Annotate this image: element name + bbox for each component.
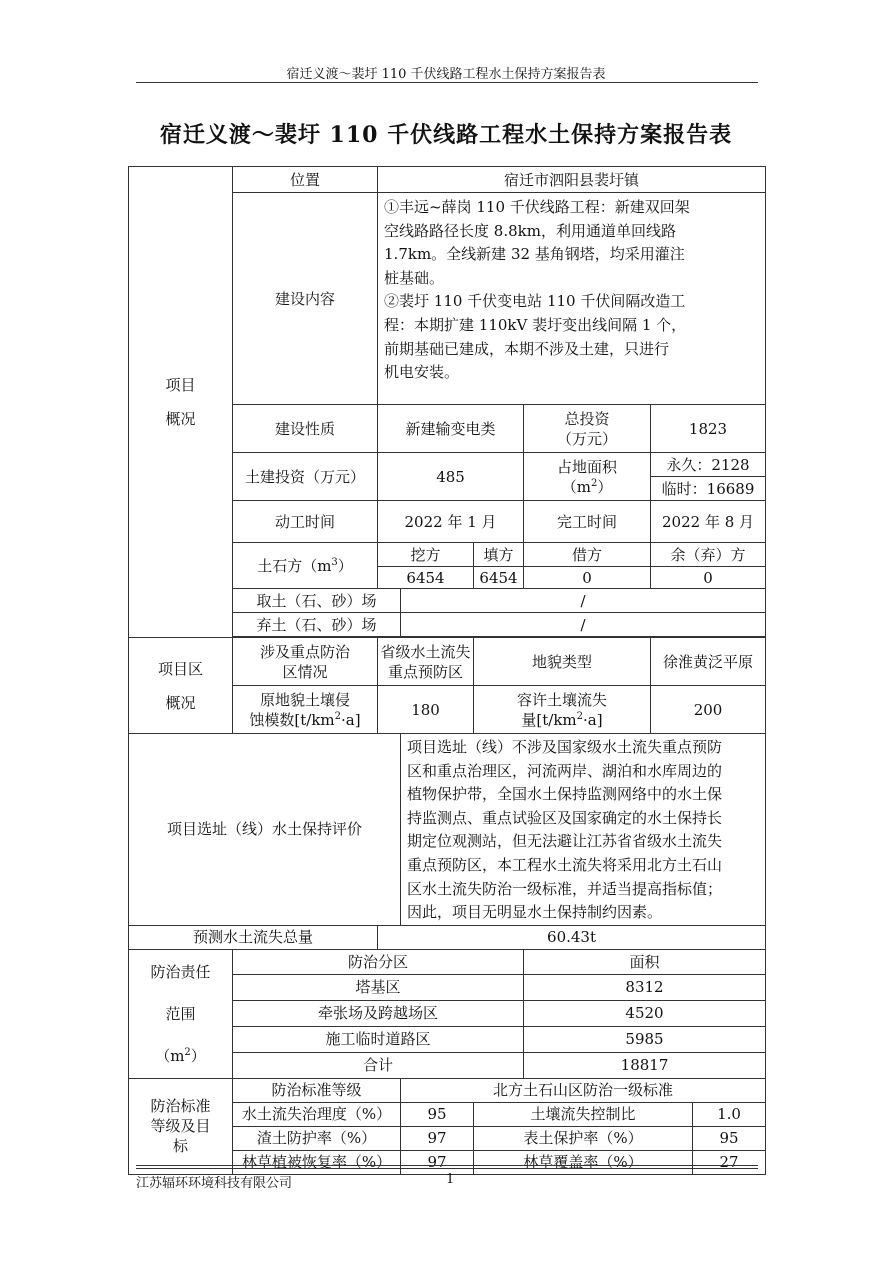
land-temporary: 临时：16689	[651, 477, 766, 501]
report-table	[128, 166, 766, 1175]
standard-value: 1.0	[693, 1102, 766, 1126]
area-section-label: 项目区 概况	[129, 638, 233, 734]
nature-value: 新建输变电类	[378, 405, 524, 453]
erosion-label: 原地貌土壤侵 蚀模数$[t/km^2\cdot a]$	[233, 686, 378, 734]
level-value: 北方土石山区防治一级标准	[401, 1078, 766, 1102]
area-cell: 18817	[524, 1052, 766, 1078]
land-permanent: 永久：2128	[651, 453, 766, 477]
table-row	[129, 638, 766, 686]
page-number: 1	[446, 1172, 455, 1187]
total-invest-value: 1823	[651, 405, 766, 453]
footer-rule	[136, 1165, 758, 1166]
page-title: 宿迁义渡～裴圩 110 千伏线路工程水土保持方案报告表	[159, 122, 733, 148]
zone-cell: 合计	[233, 1052, 524, 1078]
start-value: 2022 年 1 月	[378, 501, 524, 543]
spoil-site-label: 弃土（石、砂）场	[233, 613, 401, 637]
table-row	[129, 925, 766, 949]
standard-value: 97	[401, 1126, 474, 1150]
standards-section-label: 防治标准 等级及目 标	[129, 1078, 233, 1174]
predicted-value: 60.43t	[378, 925, 766, 949]
area-cell: 8312	[524, 974, 766, 1000]
erosion-value: 180	[378, 686, 474, 734]
area-cell: 4520	[524, 1000, 766, 1026]
content-label: 建设内容	[233, 193, 378, 405]
table-row	[129, 734, 766, 926]
standard-label: 水土流失治理度（%）	[233, 1102, 401, 1126]
earth-value-fill: 6454	[474, 567, 524, 589]
earth-header-cut: 挖方	[378, 543, 474, 567]
key-zone-value: 省级水土流失 重点预防区	[378, 638, 474, 686]
table-row	[129, 1078, 766, 1102]
standard-value: 95	[401, 1102, 474, 1126]
landform-value: 徐淮黄泛平原	[651, 638, 766, 686]
end-value: 2022 年 8 月	[651, 501, 766, 543]
earth-value-cut: 6454	[378, 567, 474, 589]
nature-label: 建设性质	[233, 405, 378, 453]
zone-cell: 塔基区	[233, 974, 524, 1000]
civil-invest-value: 485	[378, 453, 524, 501]
standard-label: 土壤流失控制比	[474, 1102, 693, 1126]
earth-value-borrow: 0	[524, 567, 651, 589]
allowed-loss-label: 容许土壤流失 量$[t/km^2\cdot a]$	[474, 686, 651, 734]
footer-company: 江苏辐环环境科技有限公司	[136, 1176, 293, 1191]
land-area-label: 占地面积 $(m^2)$	[524, 453, 651, 501]
standard-label: 渣土防护率（%）	[233, 1126, 401, 1150]
earth-header-fill: 填方	[474, 543, 524, 567]
standard-value: 97	[401, 1150, 474, 1174]
running-header: 宿迁义渡～裴圩 110 千伏线路工程水土保持方案报告表	[286, 67, 606, 82]
footer-rule	[136, 1168, 758, 1169]
earth-header-borrow: 借方	[524, 543, 651, 567]
end-label: 完工时间	[524, 501, 651, 543]
borrow-site-label: 取土（石、砂）场	[233, 589, 401, 613]
total-invest-label: 总投资 （万元）	[524, 405, 651, 453]
overview-section-label: 项目 概况	[129, 167, 233, 638]
allowed-loss-value: 200	[651, 686, 766, 734]
civil-invest-label: 土建投资（万元）	[233, 453, 378, 501]
table-row	[129, 167, 766, 193]
zone-cell: 施工临时道路区	[233, 1026, 524, 1052]
standard-label: 林草植被恢复率（%）	[233, 1150, 401, 1174]
earth-header-spoil: 余（弃）方	[651, 543, 766, 567]
key-zone-label: 涉及重点防治 区情况	[233, 638, 378, 686]
location-label: 位置	[233, 167, 378, 193]
table-row	[129, 949, 766, 974]
header-rule	[136, 82, 758, 83]
standard-value: 27	[693, 1150, 766, 1174]
earth-value-spoil: 0	[651, 567, 766, 589]
landform-label: 地貌类型	[474, 638, 651, 686]
zone-cell: 牵张场及跨越场区	[233, 1000, 524, 1026]
location-value: 宿迁市泗阳县裴圩镇	[378, 167, 766, 193]
area-cell: 5985	[524, 1026, 766, 1052]
earth-label: 土石方$(m^3)$	[233, 543, 378, 589]
area-col-header: 面积	[524, 949, 766, 974]
content-text: ①丰远~薛岗 110 千伏线路工程：新建双回架 空线路路径长度 8.8km，利用通道单回线路 1.7km。全线新建 32 基角钢塔，均采用灌注 桩基础。 ②裴圩 110 千伏变电站 110 千伏间隔改造工 程：本期扩建 110kV 裴圩变出线间隔 1 个， 前期基础已建成，本期不涉及土建，只进行 机电安装。	[378, 193, 766, 405]
predicted-label: 预测水土流失总量	[129, 925, 378, 949]
standard-value: 95	[693, 1126, 766, 1150]
spoil-site-value: /	[401, 613, 766, 637]
standard-label: 林草覆盖率（%）	[474, 1150, 693, 1174]
standard-label: 表土保护率（%）	[474, 1126, 693, 1150]
responsibility-section-label: 防治责任 范围 $(m^2)$	[129, 949, 233, 1078]
start-label: 动工时间	[233, 501, 378, 543]
evaluation-label: 项目选址（线）水土保持评价	[129, 734, 401, 926]
zone-col-header: 防治分区	[233, 949, 524, 974]
borrow-site-value: /	[401, 589, 766, 613]
level-label: 防治标准等级	[233, 1078, 401, 1102]
evaluation-text: 项目选址（线）不涉及国家级水土流失重点预防 区和重点治理区，河流两岸、湖泊和水库周边的 植物保护带，全国水土保持监测网络中的水土保 持监测点、重点试验区及国家确定的水土保持长 期定位观测站，但无法避让江苏省省级水土流失 重点预防区，本工程水土流失将采用北方土石山 区水土流失防治一级标准，并适当提高指标值； 因此，项目无明显水土保持制约因素。	[401, 734, 766, 926]
